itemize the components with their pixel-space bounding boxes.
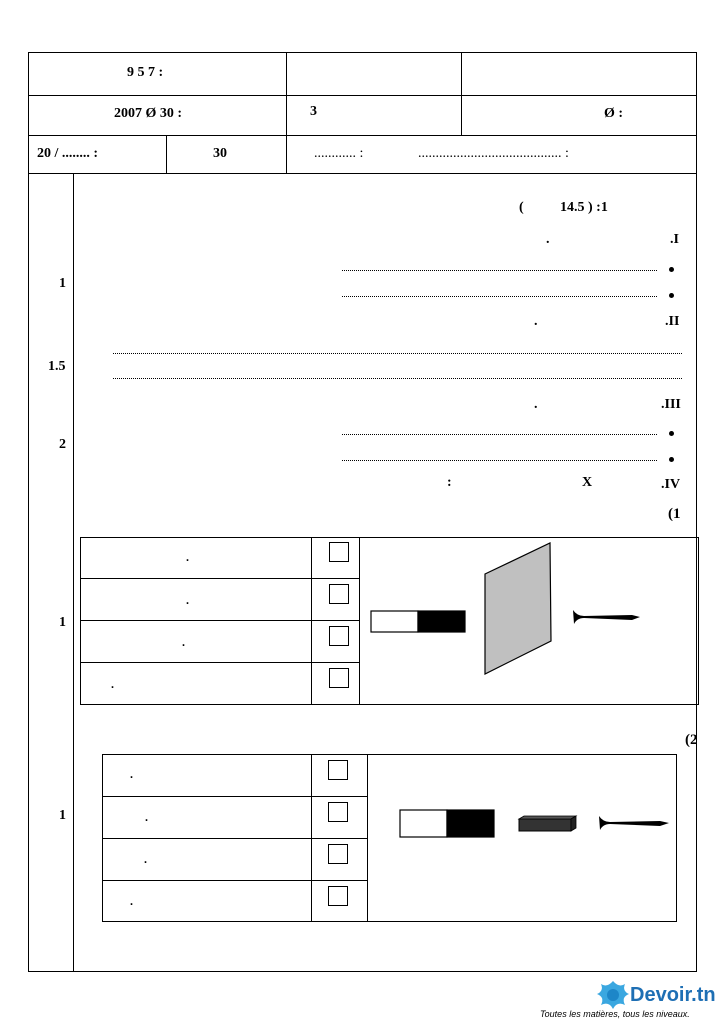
- table-2-checkbox-1[interactable]: [328, 760, 348, 780]
- page-left-border: [28, 52, 29, 972]
- section-1-period: .: [546, 232, 550, 247]
- logo-name: Devoir.tn: [630, 984, 716, 1006]
- header-duration: Ø :: [604, 106, 624, 121]
- iron-block-icon: [519, 816, 576, 831]
- score-column-divider: [73, 173, 74, 971]
- header-field-2: ......................................... :: [418, 146, 569, 161]
- header-col-divider-1: [286, 52, 287, 173]
- score-part-1: 1: [59, 615, 66, 630]
- header-score-field: 20 / ........ :: [37, 146, 99, 161]
- table-2-option-1: .: [130, 767, 133, 781]
- table-2-option-3: .: [144, 852, 147, 866]
- header-top-border: [28, 52, 696, 53]
- part-1-label: (1: [668, 506, 681, 522]
- table-1-checkbox-4[interactable]: [329, 668, 349, 688]
- bar-magnet-icon: [371, 611, 465, 632]
- score-section-3: 2: [59, 437, 66, 452]
- nail-icon: [599, 816, 669, 830]
- answer-line-1b[interactable]: [342, 296, 657, 297]
- table-1-checkbox-3[interactable]: [329, 626, 349, 646]
- table-1-option-2: .: [186, 593, 189, 607]
- section-2-period: .: [534, 314, 538, 329]
- header-row1-border: [28, 95, 696, 96]
- score-section-1: 1: [59, 276, 66, 291]
- answer-line-1a[interactable]: [342, 270, 657, 271]
- splash-icon: [594, 978, 632, 1012]
- header-number: 30: [213, 146, 227, 161]
- page-right-border: [696, 52, 697, 972]
- nail-icon: [573, 610, 640, 624]
- answer-line-3b[interactable]: [342, 460, 657, 461]
- plate-screen-icon: [485, 543, 551, 674]
- logo-tagline: Toutes les matières, tous les niveaux.: [540, 1009, 690, 1019]
- table-1-option-4: .: [111, 677, 114, 691]
- part-2-label: (2: [685, 732, 698, 748]
- section-4-mark-x: X: [582, 475, 593, 490]
- section-4-colon: :: [447, 475, 452, 490]
- header-row2-border: [28, 135, 696, 136]
- table-1-checkbox-1[interactable]: [329, 542, 349, 562]
- table-1-option-3: .: [182, 635, 185, 649]
- header-field-1: ............ :: [314, 146, 364, 161]
- header-col-divider-2: [461, 52, 462, 135]
- table-1-checkbox-2[interactable]: [329, 584, 349, 604]
- exercise-title-paren: (: [519, 200, 524, 215]
- section-4-label: .IV: [661, 477, 681, 492]
- section-2-label: .II: [665, 314, 680, 329]
- table-2-checkbox-2[interactable]: [328, 802, 348, 822]
- table-2-row-sep-3: [102, 880, 367, 881]
- table-2-option-4: .: [130, 894, 133, 908]
- table-1-divider-a: [311, 537, 312, 705]
- table-1-row-sep-1: [80, 578, 359, 579]
- score-part-2: 1: [59, 808, 66, 823]
- section-3-label: .III: [661, 397, 681, 412]
- bullet-1b: [669, 293, 674, 298]
- header-session-info: 9 5 7 :: [127, 65, 164, 80]
- bullet-3a: [669, 431, 674, 436]
- magnet-screen-nail-illustration: [360, 538, 696, 704]
- table-1-option-1: .: [186, 550, 189, 564]
- answer-line-2a[interactable]: [113, 353, 682, 354]
- answer-line-3a[interactable]: [342, 434, 657, 435]
- bullet-3b: [669, 457, 674, 462]
- header-bottom-border: [28, 173, 696, 174]
- exercise-title: 14.5 ) :1: [560, 200, 608, 215]
- score-section-2: 1.5: [48, 359, 66, 374]
- table-1-row-sep-3: [80, 662, 359, 663]
- bullet-1a: [669, 267, 674, 272]
- section-1-label: .I: [670, 232, 679, 247]
- bar-magnet-icon: [400, 810, 494, 837]
- section-3-period: .: [534, 397, 538, 412]
- header-date-info: 2007 Ø 30 :: [114, 106, 183, 121]
- page-bottom-border: [28, 971, 697, 972]
- header-col-divider-3: [166, 135, 167, 173]
- table-2-checkbox-4[interactable]: [328, 886, 348, 906]
- table-2-checkbox-3[interactable]: [328, 844, 348, 864]
- table-2-row-sep-2: [102, 838, 367, 839]
- answer-line-2b[interactable]: [113, 378, 682, 379]
- table-2-option-2: .: [145, 810, 148, 824]
- table-1-row-sep-2: [80, 620, 359, 621]
- magnet-block-nail-illustration: [368, 755, 676, 921]
- header-level: 3: [310, 104, 317, 119]
- devoir-logo[interactable]: [538, 978, 722, 1022]
- table-2-row-sep-1: [102, 796, 367, 797]
